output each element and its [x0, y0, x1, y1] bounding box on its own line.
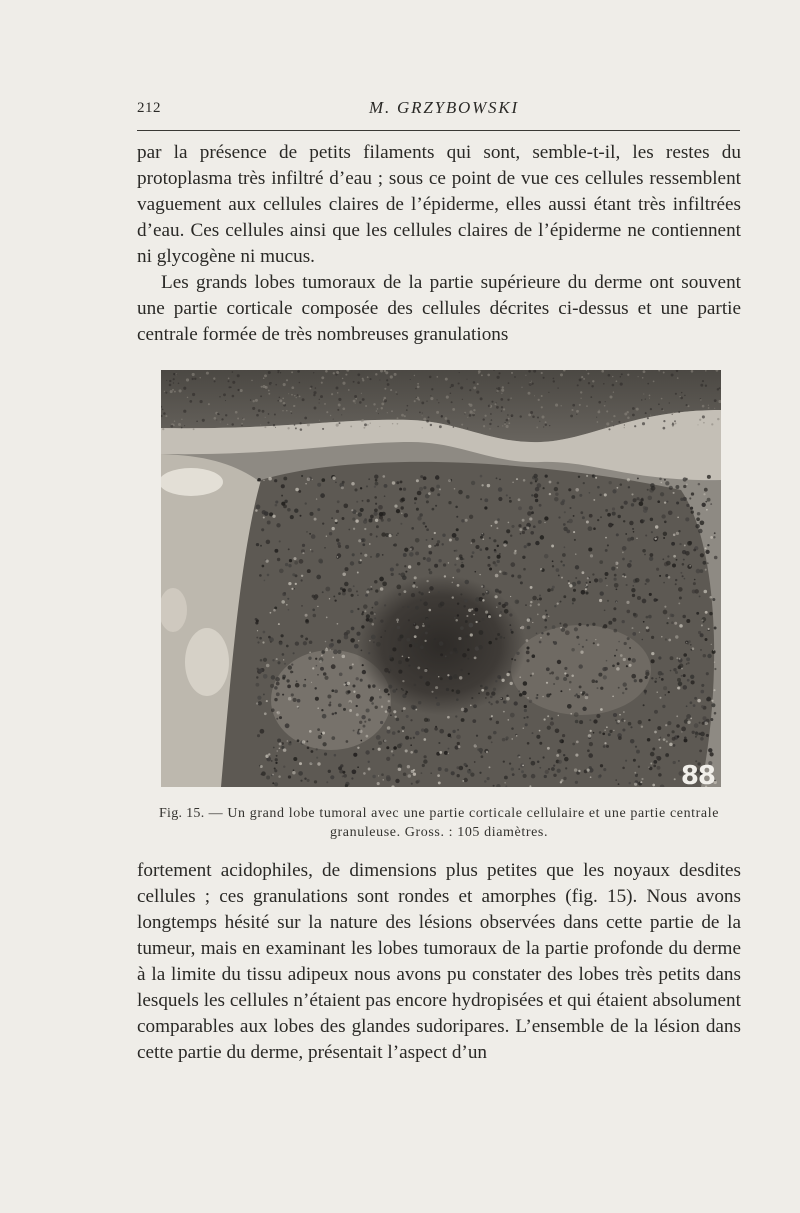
plate-number: 88 [680, 761, 715, 787]
caption-label: Fig. 15. [158, 806, 205, 821]
header-rule [137, 130, 740, 131]
caption-text: — Un grand lobe tumoral avec une partie corticale cellulaire et une partie centrale granuleuse. Gross. : 105 diamètres. [208, 806, 720, 840]
page-header [137, 98, 740, 122]
micrograph-image [161, 370, 721, 787]
paragraph: Les grands lobes tumoraux de la partie supérieure du derme ont souvent une partie corticale composée des cellules décrites ci-dessus et une partie centrale formée de très nombreuses granulations [137, 272, 741, 345]
body-text-bottom [137, 858, 741, 1066]
figure-caption [137, 804, 741, 842]
running-head: M. GRZYBOWSKI [369, 98, 519, 117]
paragraph-continued: par la présence de petits filaments qui sont, semble-t-il, les restes du protoplasma très infiltré d’eau ; sous ce point de vue ces cellules ressemblent vaguement aux cellules claires de l’épiderme, elles aussi étant très infiltrées d’eau. Ces cellules ainsi que les cellules claires de l’épiderme ne contiennent ni glycogène ni mucus. [137, 142, 741, 267]
paragraph-continued: fortement acidophiles, de dimensions plus petites que les noyaux desdites cellules ; ces granulations sont rondes et amorphes (fig. 15). Nous avons longtemps hésité sur la nature des lésions observées dans cette partie de la tumeur, mais en examinant les lobes tumoraux de la partie profonde du derme à la limite du tissu adipeux nous avons pu constater des lobes très petits dans lesquels les cellules n’étaient pas encore hydropisées et qui étaient absolument comparables aux lobes des glandes sudoripares. L’ensemble de la lésion dans cette partie du derme, présentait l’aspect d’un [137, 860, 741, 1063]
body-text-top [137, 140, 741, 348]
page-number: 212 [137, 100, 161, 116]
micrograph-figure [161, 370, 721, 787]
